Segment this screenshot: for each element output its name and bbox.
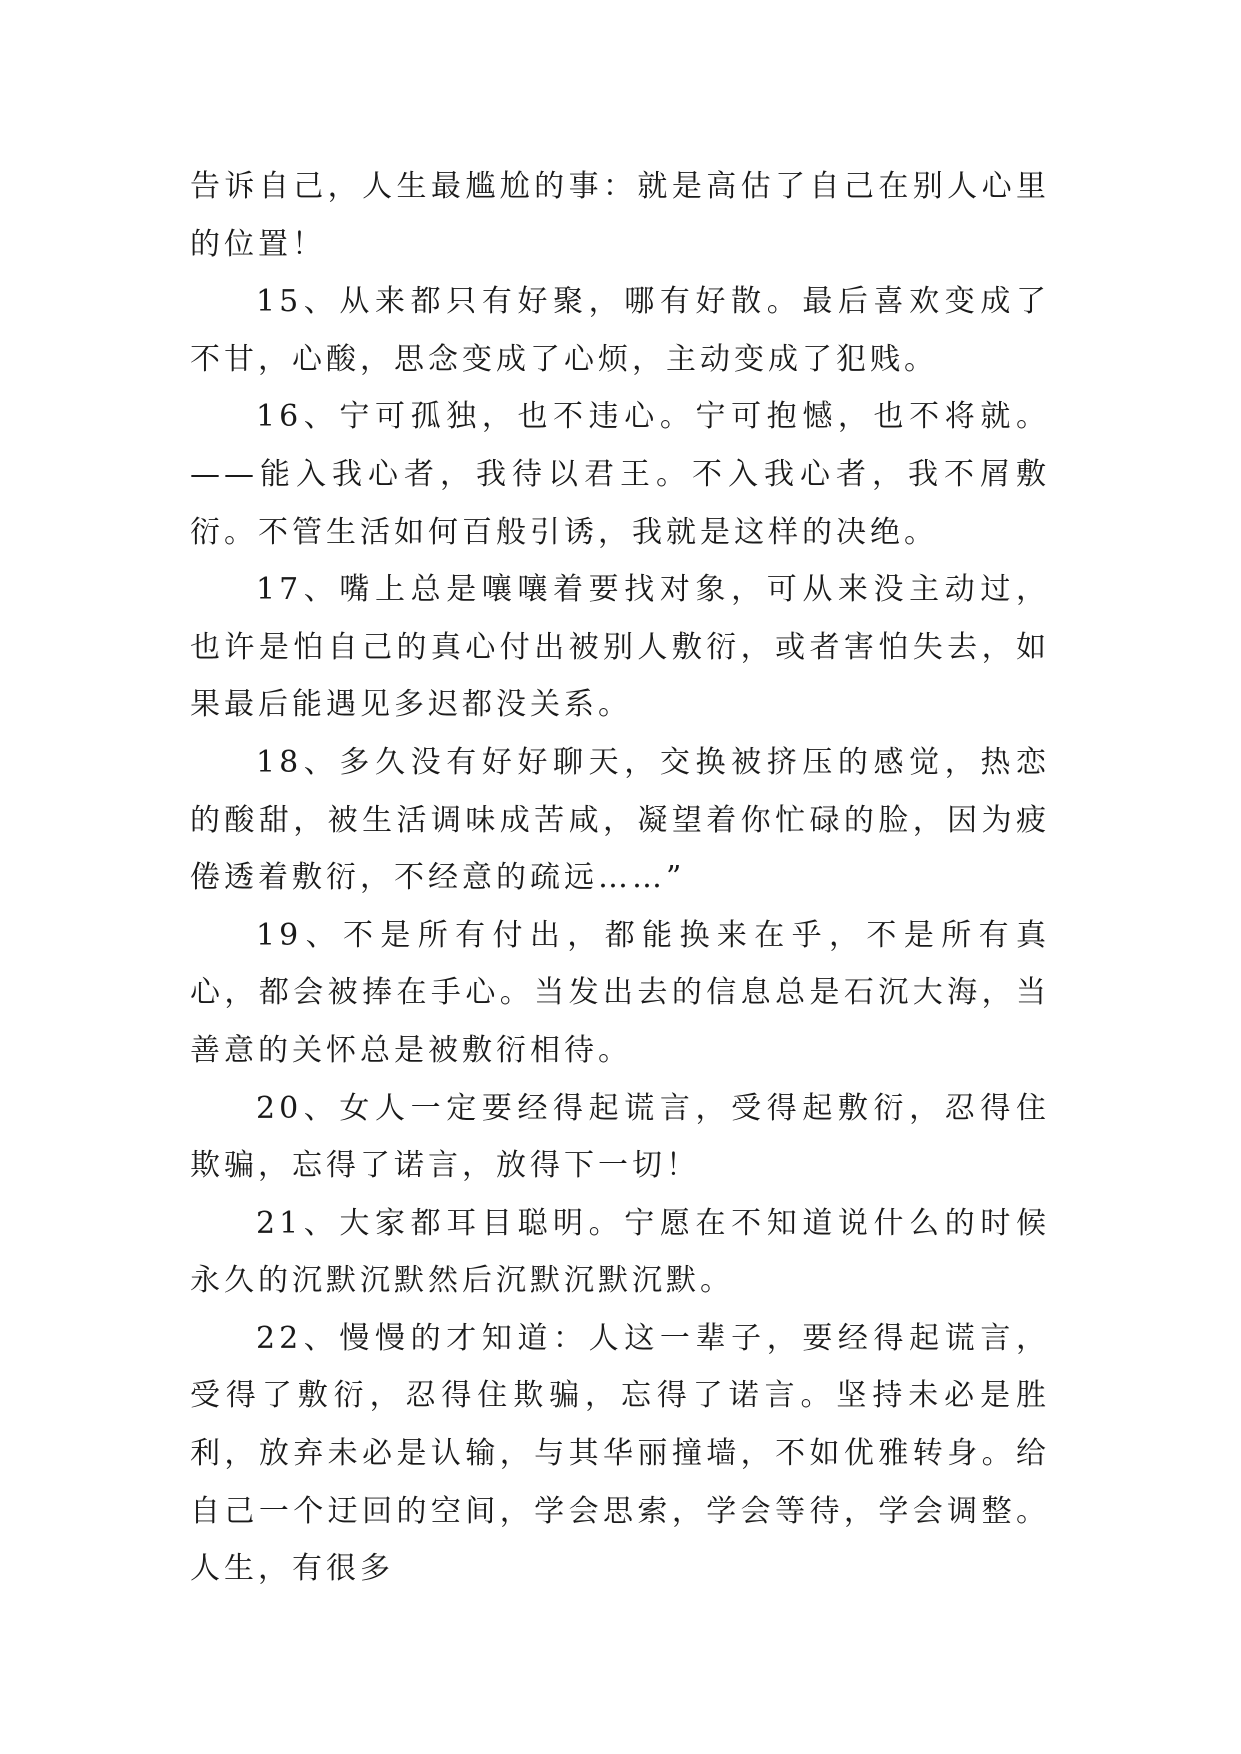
paragraph-item-18: 18、多久没有好好聊天，交换被挤压的感觉，热恋的酸甜，被生活调味成苦咸，凝望着你忙碌的脸，因为疲倦透着敷衍，不经意的疏远……”	[190, 744, 1050, 896]
paragraph-item-21: 21、大家都耳目聪明。宁愿在不知道说什么的时候永久的沉默沉默然后沉默沉默沉默。	[190, 1205, 1050, 1299]
document-body	[190, 158, 1050, 1598]
paragraph-item-19: 19、不是所有付出，都能换来在乎，不是所有真心，都会被捧在手心。当发出去的信息总是石沉大海，当善意的关怀总是被敷衍相待。	[190, 917, 1050, 1068]
paragraph-item-20: 20、女人一定要经得起谎言，受得起敷衍，忍得住欺骗，忘得了诺言，放得下一切！	[190, 1090, 1050, 1184]
paragraph-continuation: 告诉自己，人生最尴尬的事：就是高估了自己在别人心里的位置！	[190, 169, 1050, 262]
paragraph-item-16: 16、宁可孤独，也不违心。宁可抱憾，也不将就。——能入我心者，我待以君王。不入我心者，我不屑敷衍。不管生活如何百般引诱，我就是这样的决绝。	[190, 399, 1050, 550]
paragraph-item-15: 15、从来都只有好聚，哪有好散。最后喜欢变成了不甘，心酸，思念变成了心烦，主动变成了犯贱。	[190, 284, 1050, 377]
paragraph-item-22: 22、慢慢的才知道：人这一辈子，要经得起谎言，受得了敷衍，忍得住欺骗，忘得了诺言。坚持未必是胜利，放弃未必是认输，与其华丽撞墙，不如优雅转身。给自己一个迂回的空间，学会思索，学会等待，学会调整。人生，有很多	[190, 1320, 1050, 1587]
paragraph-item-17: 17、嘴上总是嚷嚷着要找对象，可从来没主动过，也许是怕自己的真心付出被别人敷衍，或者害怕失去，如果最后能遇见多迟都没关系。	[190, 572, 1050, 723]
